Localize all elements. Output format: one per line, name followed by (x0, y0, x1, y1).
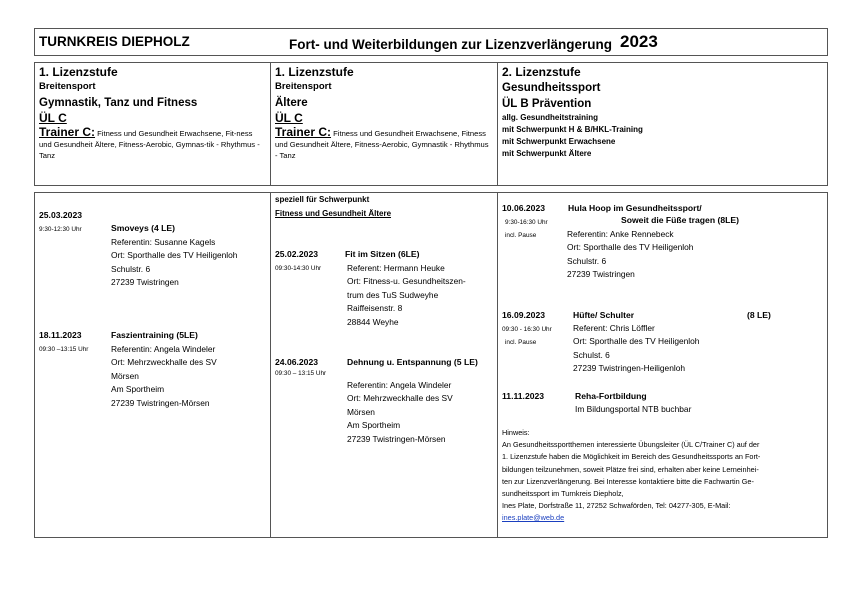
detail-line: Ort: Mehrzweckhalle des SV (347, 393, 453, 404)
detail-line: Ort: Sporthalle des TV Heiligenloh (573, 336, 700, 347)
note-line: ten zur Lizenzverlängerung. Bei Interesse kontaktiere bitte die Fachwartin Ge- (502, 476, 754, 486)
event-time: 09:30 –13:15 Uhr (39, 346, 89, 353)
area: Breitensport (39, 81, 96, 92)
event-time: 9:30-16:30 Uhr (505, 219, 548, 226)
event-title: Hula Hoop im Gesundheitssport/ (568, 203, 702, 213)
event-date: 11.11.2023 (502, 391, 545, 401)
detail-line: Am Sportheim (111, 384, 165, 395)
profile: Gymnastik, Tanz und Fitness (39, 97, 198, 109)
event-details (347, 379, 453, 446)
focus-line: mit Schwerpunkt Erwachsene (502, 137, 616, 146)
detail-line: Referentin: Anke Rennebeck (567, 229, 674, 239)
detail-line: 28844 Weyhe (347, 316, 399, 327)
event-date: 25.03.2023 (39, 210, 83, 220)
detail-line: 27239 Twistringen-Mörsen (347, 433, 446, 444)
license: ÜL B Prävention (502, 98, 592, 110)
event-title: Smoveys (4 LE) (111, 223, 175, 233)
area: Breitensport (275, 81, 332, 92)
year: 2023 (620, 32, 658, 51)
note-line: An Gesundheitssportthemen interessierte Übungsleiter (ÜL C/Trainer C) auf der (502, 440, 760, 450)
detail-line: Mörsen (347, 406, 375, 417)
detail-line: Referentin: Angela Windeler (111, 344, 216, 354)
note-line: bildungen teilzunehmen, soweit Plätze frei sind, erhalten aber keine Lerneinhei- (502, 464, 759, 474)
license-table (34, 62, 828, 186)
detail-line: 27239 Twistringen-Heiligenloh (573, 363, 686, 374)
event-date: 18.11.2023 (39, 330, 82, 340)
col2-header (275, 65, 493, 161)
divider (497, 193, 498, 537)
focus-line: mit Schwerpunkt H & B/HKL-Training (502, 125, 643, 134)
event-title: Fit im Sitzen (6LE) (345, 249, 420, 259)
trainer-desc: Fitness und Gesundheit Erwachsene, Fitness und Gesundheit Ältere, Fitness-Aerobic, Gymnastik - Rhythmus - Tanz (275, 129, 489, 160)
title-text: Fort- und Weiterbildungen zur Lizenzverlängerung (289, 37, 613, 52)
event-details (567, 228, 693, 282)
trainer-desc: Fitness und Gesundheit Erwachsene, Fit-ness und Gesundheit Ältere, Fitness-Aerobic, Gymnas-tik - Rhythmus - Tanz (39, 129, 260, 160)
profile: Ältere (275, 97, 308, 109)
detail-line: trum des TuS Sudweyhe (347, 289, 439, 300)
page-title (289, 34, 658, 54)
event-time: 09:30 - 16:30 Uhr (502, 326, 552, 333)
col3-header (502, 65, 822, 160)
trainer-label: Trainer C: (39, 125, 96, 139)
event-details (573, 322, 699, 376)
event-title: Faszientraining (5LE) (111, 330, 198, 340)
note-block (502, 427, 760, 525)
detail-line: Am Sportheim (347, 420, 401, 431)
header-box (34, 28, 828, 56)
detail-line: Schulst. 6 (573, 349, 610, 360)
detail-line: Ort: Fitness-u. Gesundheitszen- (347, 276, 466, 287)
detail-line: 27239 Twistringen (567, 269, 635, 280)
event-pause: incl. Pause (505, 232, 537, 239)
event-time: 9:30-12:30 Uhr (39, 226, 82, 233)
detail-line: Ort: Mehrzweckhalle des SV (111, 357, 217, 368)
trainer-block (39, 127, 265, 161)
event-time: 09:30 – 13:15 Uhr (275, 370, 327, 377)
trainer-block (275, 127, 493, 161)
level: 1. Lizenzstufe (275, 65, 354, 79)
detail-line: 27239 Twistringen-Mörsen (111, 397, 210, 408)
events-table (34, 192, 828, 538)
event-details (347, 262, 466, 329)
level: 2. Lizenzstufe (502, 65, 581, 79)
divider (497, 63, 498, 185)
detail-line: Mörsen (111, 370, 139, 381)
event-subtitle: Soweit die Füße tragen (8LE) (621, 215, 739, 225)
divider (270, 63, 271, 185)
trainer-label: Trainer C: (275, 125, 332, 139)
note-line: sundheitssport im Turnkreis Diepholz, (502, 489, 624, 499)
event-title: Reha-Fortbildung (575, 391, 647, 401)
event-details (111, 343, 217, 410)
detail-line: Schulstr. 6 (111, 263, 151, 274)
intro-focus: Fitness und Gesundheit Ältere (275, 209, 392, 218)
note-line: 1. Lizenzstufe haben die Möglichkeit im Bereich des Gesundheitssports an Fort- (502, 452, 761, 462)
focus-line: allg. Gesundheitstraining (502, 113, 599, 122)
detail-line: Referentin: Susanne Kagels (111, 237, 216, 247)
org-name: TURNKREIS DIEPHOLZ (39, 34, 190, 49)
col1-header (39, 65, 265, 161)
event-details (111, 236, 237, 290)
license: ÜL C (39, 111, 67, 125)
event-time: 09:30-14:30 Uhr (275, 265, 322, 272)
event-detail: Im Bildungsportal NTB buchbar (575, 404, 692, 414)
divider (270, 193, 271, 537)
event-pause: incl. Pause (505, 339, 537, 346)
event-date: 10.06.2023 (502, 203, 546, 213)
intro-text: speziell für Schwerpunkt (275, 195, 370, 204)
detail-line: 27239 Twistringen (111, 277, 179, 288)
event-date: 25.02.2023 (275, 249, 319, 259)
level: 1. Lizenzstufe (39, 65, 118, 79)
license: ÜL C (275, 111, 303, 125)
note-line: Ines Plate, Dorfstraße 11, 27252 Schwaförden, Tel: 04277-305, E-Mail: (502, 501, 731, 511)
event-title: Dehnung u. Entspannung (5 LE) (347, 357, 478, 367)
event-title: Hüfte/ Schulter (573, 310, 635, 320)
note-heading: Hinweis: (502, 428, 530, 437)
detail-line: Ort: Sporthalle des TV Heiligenloh (567, 242, 694, 253)
event-date: 16.09.2023 (502, 310, 546, 320)
event-date: 24.06.2023 (275, 357, 319, 367)
email-link[interactable]: ines.plate@web.de (502, 513, 565, 523)
event-le: (8 LE) (747, 310, 771, 320)
area: Gesundheitssport (502, 82, 601, 94)
detail-line: Schulstr. 6 (567, 255, 607, 266)
detail-line: Referent: Chris Löffler (573, 323, 655, 333)
detail-line: Referentin: Angela Windeler (347, 380, 452, 390)
detail-line: Referent: Hermann Heuke (347, 263, 445, 273)
detail-line: Raiffeisenstr. 8 (347, 303, 403, 314)
detail-line: Ort: Sporthalle des TV Heiligenloh (111, 250, 238, 261)
focus-line: mit Schwerpunkt Ältere (502, 149, 592, 158)
